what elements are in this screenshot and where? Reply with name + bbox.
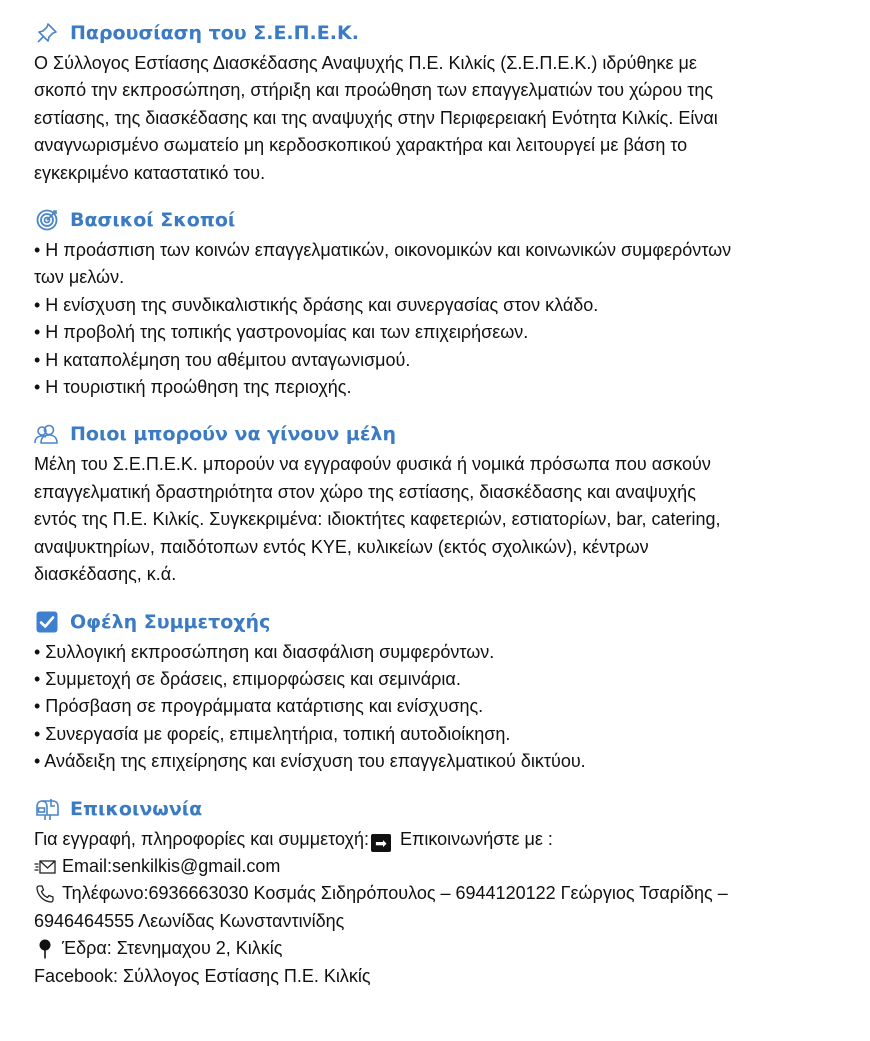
contact-email xyxy=(34,853,844,880)
right-arrow-icon: ➡ xyxy=(371,834,391,852)
text-line: σκοπό την εκπροσώπηση, στήριξη και προώθηση των επαγγελματιών του χώρου της xyxy=(34,80,714,101)
text-line: Ο Σύλλογος Εστίασης Διασκέδασης Αναψυχής Π.Ε. Κιλκίς (Σ.Ε.Π.Ε.Κ.) ιδρύθηκε με xyxy=(34,53,697,73)
phone-icon xyxy=(34,884,56,904)
facebook-link[interactable]: Facebook: Σύλλογος Εστίασης Π.Ε. Κιλκίς xyxy=(34,965,371,986)
text-line: εγκεκριμένο καταστατικό του. xyxy=(34,162,266,183)
members-text xyxy=(34,451,844,588)
heading-members xyxy=(34,419,844,449)
contact-text xyxy=(34,826,844,990)
contact-intro xyxy=(34,826,844,853)
document xyxy=(34,18,844,1008)
mailbox-icon xyxy=(34,796,60,822)
about-text xyxy=(34,50,844,187)
list-item: των μελών. xyxy=(34,267,125,288)
heading-contact xyxy=(34,794,844,824)
text-line: διασκέδασης, κ.ά. xyxy=(34,564,177,585)
benefits-list xyxy=(34,639,844,776)
people-icon xyxy=(34,421,60,447)
contact-intro-cta: Επικοινωνήστε με : xyxy=(394,828,553,849)
list-item: • Συμμετοχή σε δράσεις, επιμορφώσεις και σεμινάρια. xyxy=(34,668,461,689)
text-line: Μέλη του Σ.Ε.Π.Ε.Κ. μπορούν να εγγραφούν φυσικά ή νομικά πρόσωπα που ασκούν xyxy=(34,454,711,475)
list-item: • Πρόσβαση σε προγράμματα κατάρτισης και ενίσχυσης. xyxy=(34,696,484,717)
contact-intro-text: Για εγγραφή, πληροφορίες και συμμετοχή: xyxy=(34,828,369,849)
list-item: • Η ενίσχυση της συνδικαλιστικής δράσης και συνεργασίας στον κλάδο. xyxy=(34,294,599,315)
list-item: • Η καταπολέμηση του αθέμιτου ανταγωνισμού. xyxy=(34,349,411,370)
heading-benefits xyxy=(34,607,844,637)
section-title: Οφέλη Συμμετοχής xyxy=(70,610,271,633)
list-item: • Η προάσπιση των κοινών επαγγελματικών, οικονομικών και κοινωνικών συμφερόντων xyxy=(34,240,732,261)
text-line: επαγγελματική δραστηριότητα στον χώρο της εστίασης, διασκέδασης και αναψυχής xyxy=(34,481,696,502)
target-icon xyxy=(34,207,60,233)
pin-icon xyxy=(34,20,60,46)
list-item: • Ανάδειξη της επιχείρησης και ενίσχυση του επαγγελματικού δικτύου. xyxy=(34,751,586,772)
contact-phone xyxy=(34,880,844,907)
contact-address xyxy=(34,935,844,962)
location-pin-icon xyxy=(34,939,56,959)
section-title: Ποιοι μπορούν να γίνουν μέλη xyxy=(70,423,396,446)
text-line: αναψυκτηρίων, παιδότοπων εντός ΚΥΕ, κυλικείων (εκτός σχολικών), κέντρων xyxy=(34,536,649,557)
envelope-icon xyxy=(34,859,56,875)
section-goals xyxy=(34,205,844,401)
heading-goals xyxy=(34,205,844,235)
email-link[interactable]: Email:senkilkis@gmail.com xyxy=(62,855,281,876)
section-title: Παρουσίαση του Σ.Ε.Π.Ε.Κ. xyxy=(70,22,359,44)
text-line: εστίασης, της διασκέδασης και της αναψυχής στην Περιφερειακή Ενότητα Κιλκίς. Είναι xyxy=(34,107,718,128)
section-about xyxy=(34,18,844,187)
address-text: Έδρα: Στενημαχου 2, Κιλκίς xyxy=(62,938,283,959)
section-members xyxy=(34,419,844,588)
heading-about xyxy=(34,18,844,48)
text-line: αναγνωρισμένο σωματείο μη κερδοσκοπικού χαρακτήρα και λειτουργεί με βάση το xyxy=(34,135,688,156)
section-title: Βασικοί Σκοποί xyxy=(70,209,236,232)
phone-numbers: Τηλέφωνο:6936663030 Κοσμάς Σιδηρόπουλος – 6944120122 Γεώργιος Τσαρίδης – xyxy=(62,883,728,904)
list-item: • Η προβολή της τοπικής γαστρονομίας και των επιχειρήσεων. xyxy=(34,322,529,343)
section-title: Επικοινωνία xyxy=(70,797,203,820)
section-benefits xyxy=(34,607,844,776)
checkbox-icon xyxy=(34,609,60,635)
list-item: • Η τουριστική προώθηση της περιοχής. xyxy=(34,377,352,398)
list-item: • Συνεργασία με φορείς, επιμελητήρια, τοπική αυτοδιοίκηση. xyxy=(34,723,511,744)
goals-list xyxy=(34,237,844,401)
text-line: εντός της Π.Ε. Κιλκίς. Συγκεκριμένα: ιδιοκτήτες καφετεριών, εστιατορίων, bar, catering, xyxy=(34,509,721,530)
list-item: • Συλλογική εκπροσώπηση και διασφάλιση συμφερόντων. xyxy=(34,641,495,662)
section-contact xyxy=(34,794,844,990)
phone-numbers-cont: 6946464555 Λεωνίδας Κωνσταντινίδης xyxy=(34,910,345,931)
